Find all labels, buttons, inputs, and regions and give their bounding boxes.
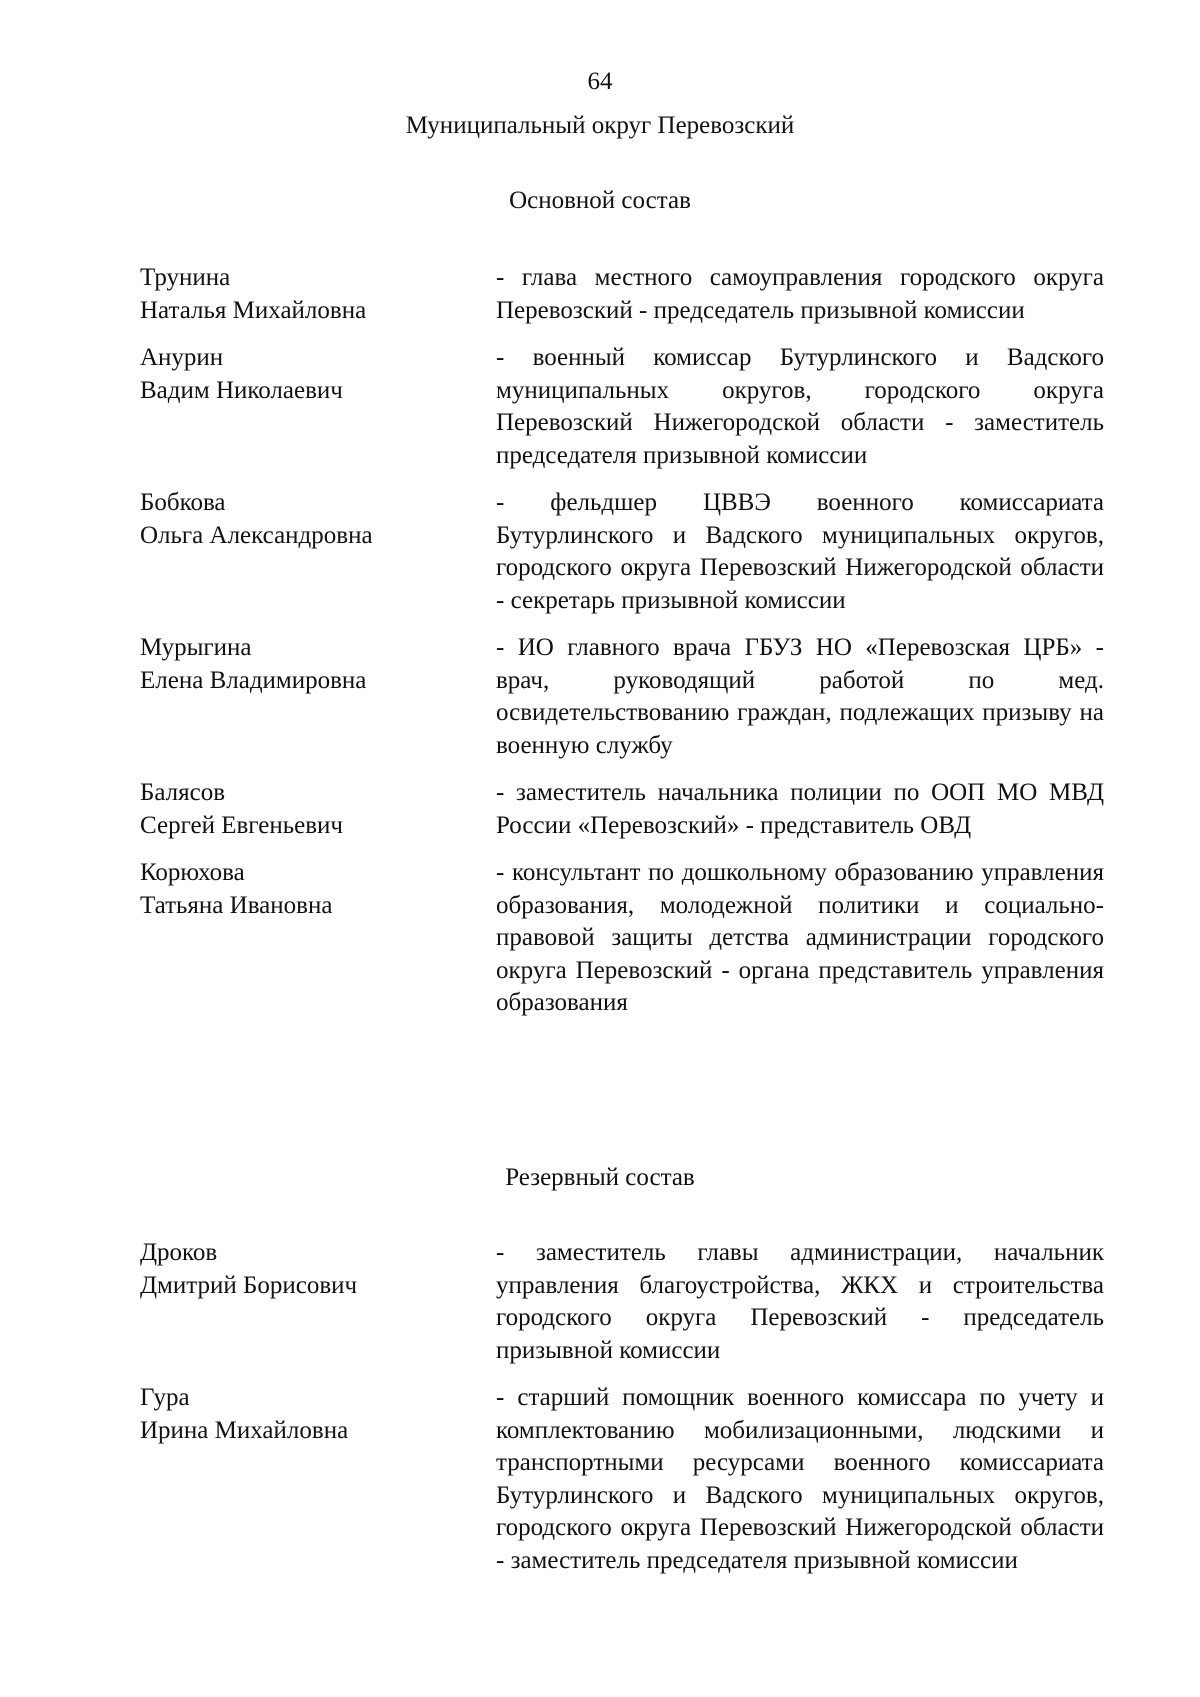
member-given-names: Сергей Евгеньевич	[140, 811, 343, 839]
member-given-names: Ольга Александровна	[140, 521, 373, 549]
member-surname: Гура	[140, 1384, 190, 1411]
member-given-names: Дмитрий Борисович	[140, 1271, 358, 1299]
member-role: - консультант по дошкольному образованию управления образования, молодежной политики и социально-правовой защиты детства администрации городского округа Перевозский - органа представитель управления образования	[496, 859, 1104, 1016]
member-role: - фельдшер ЦВВЭ военного комиссариата Бутурлинского и Вадского муниципальных округов, городского округа Перевозский Нижегородской области - секретарь призывной комиссии	[496, 489, 1104, 614]
member-surname: Трунина	[140, 264, 231, 291]
member-name	[140, 632, 496, 762]
member-name	[140, 857, 496, 1020]
member-surname: Корюхова	[140, 859, 245, 886]
member-surname: Мурыгина	[140, 634, 252, 661]
reserve-section-title: Резервный состав	[505, 1164, 695, 1191]
member-name	[140, 1382, 496, 1577]
member-name	[140, 487, 496, 617]
member-role: - ИО главного врача ГБУЗ НО «Перевозская ЦРБ» - врач, руководящий работой по мед. освидетельствованию граждан, подлежащих призыву на военную службу	[496, 634, 1104, 759]
member-name	[140, 342, 496, 472]
member-role: - военный комиссар Бутурлинского и Вадского муниципальных округов, городского округа Перевозский Нижегородской области - заместитель председателя призывной комиссии	[496, 344, 1104, 469]
member-surname: Бобкова	[140, 489, 226, 516]
member-given-names: Ирина Михайловна	[140, 1416, 349, 1444]
member-entry	[140, 487, 1104, 617]
member-entry	[140, 1382, 1104, 1577]
member-given-names: Наталья Михайловна	[140, 296, 367, 324]
member-surname: Анурин	[140, 344, 224, 371]
member-entry	[140, 262, 1104, 327]
member-name	[140, 262, 496, 327]
district-title: Муниципальный округ Перевозский	[405, 112, 795, 139]
member-entry	[140, 777, 1104, 842]
member-role: - заместитель главы администрации, начальник управления благоустройства, ЖКХ и строительства городского округа Перевозский - председатель призывной комиссии	[496, 1239, 1104, 1364]
member-surname: Дроков	[140, 1239, 218, 1266]
member-surname: Балясов	[140, 779, 226, 806]
main-members-list	[140, 262, 1104, 1035]
reserve-members-list	[140, 1237, 1104, 1592]
page-number: 64	[587, 68, 613, 95]
member-given-names: Елена Владимировна	[140, 666, 367, 694]
member-given-names: Вадим Николаевич	[140, 376, 343, 404]
member-role: - глава местного самоуправления городского округа Перевозский - председатель призывной комиссии	[496, 264, 1104, 324]
member-entry	[140, 1237, 1104, 1367]
main-section-title: Основной состав	[509, 187, 691, 214]
member-entry	[140, 632, 1104, 762]
member-role: - старший помощник военного комиссара по учету и комплектованию мобилизационными, людскими и транспортными ресурсами военного комиссариата Бутурлинского и Вадского муниципальных округов, городского округа Перевозский Нижегородской области - заместитель председателя призывной комиссии	[496, 1384, 1104, 1574]
member-name	[140, 777, 496, 842]
member-entry	[140, 342, 1104, 472]
member-name	[140, 1237, 496, 1367]
member-role: - заместитель начальника полиции по ООП МО МВД России «Перевозский» - представитель ОВД	[496, 779, 1104, 839]
member-given-names: Татьяна Ивановна	[140, 891, 333, 919]
member-entry	[140, 857, 1104, 1020]
